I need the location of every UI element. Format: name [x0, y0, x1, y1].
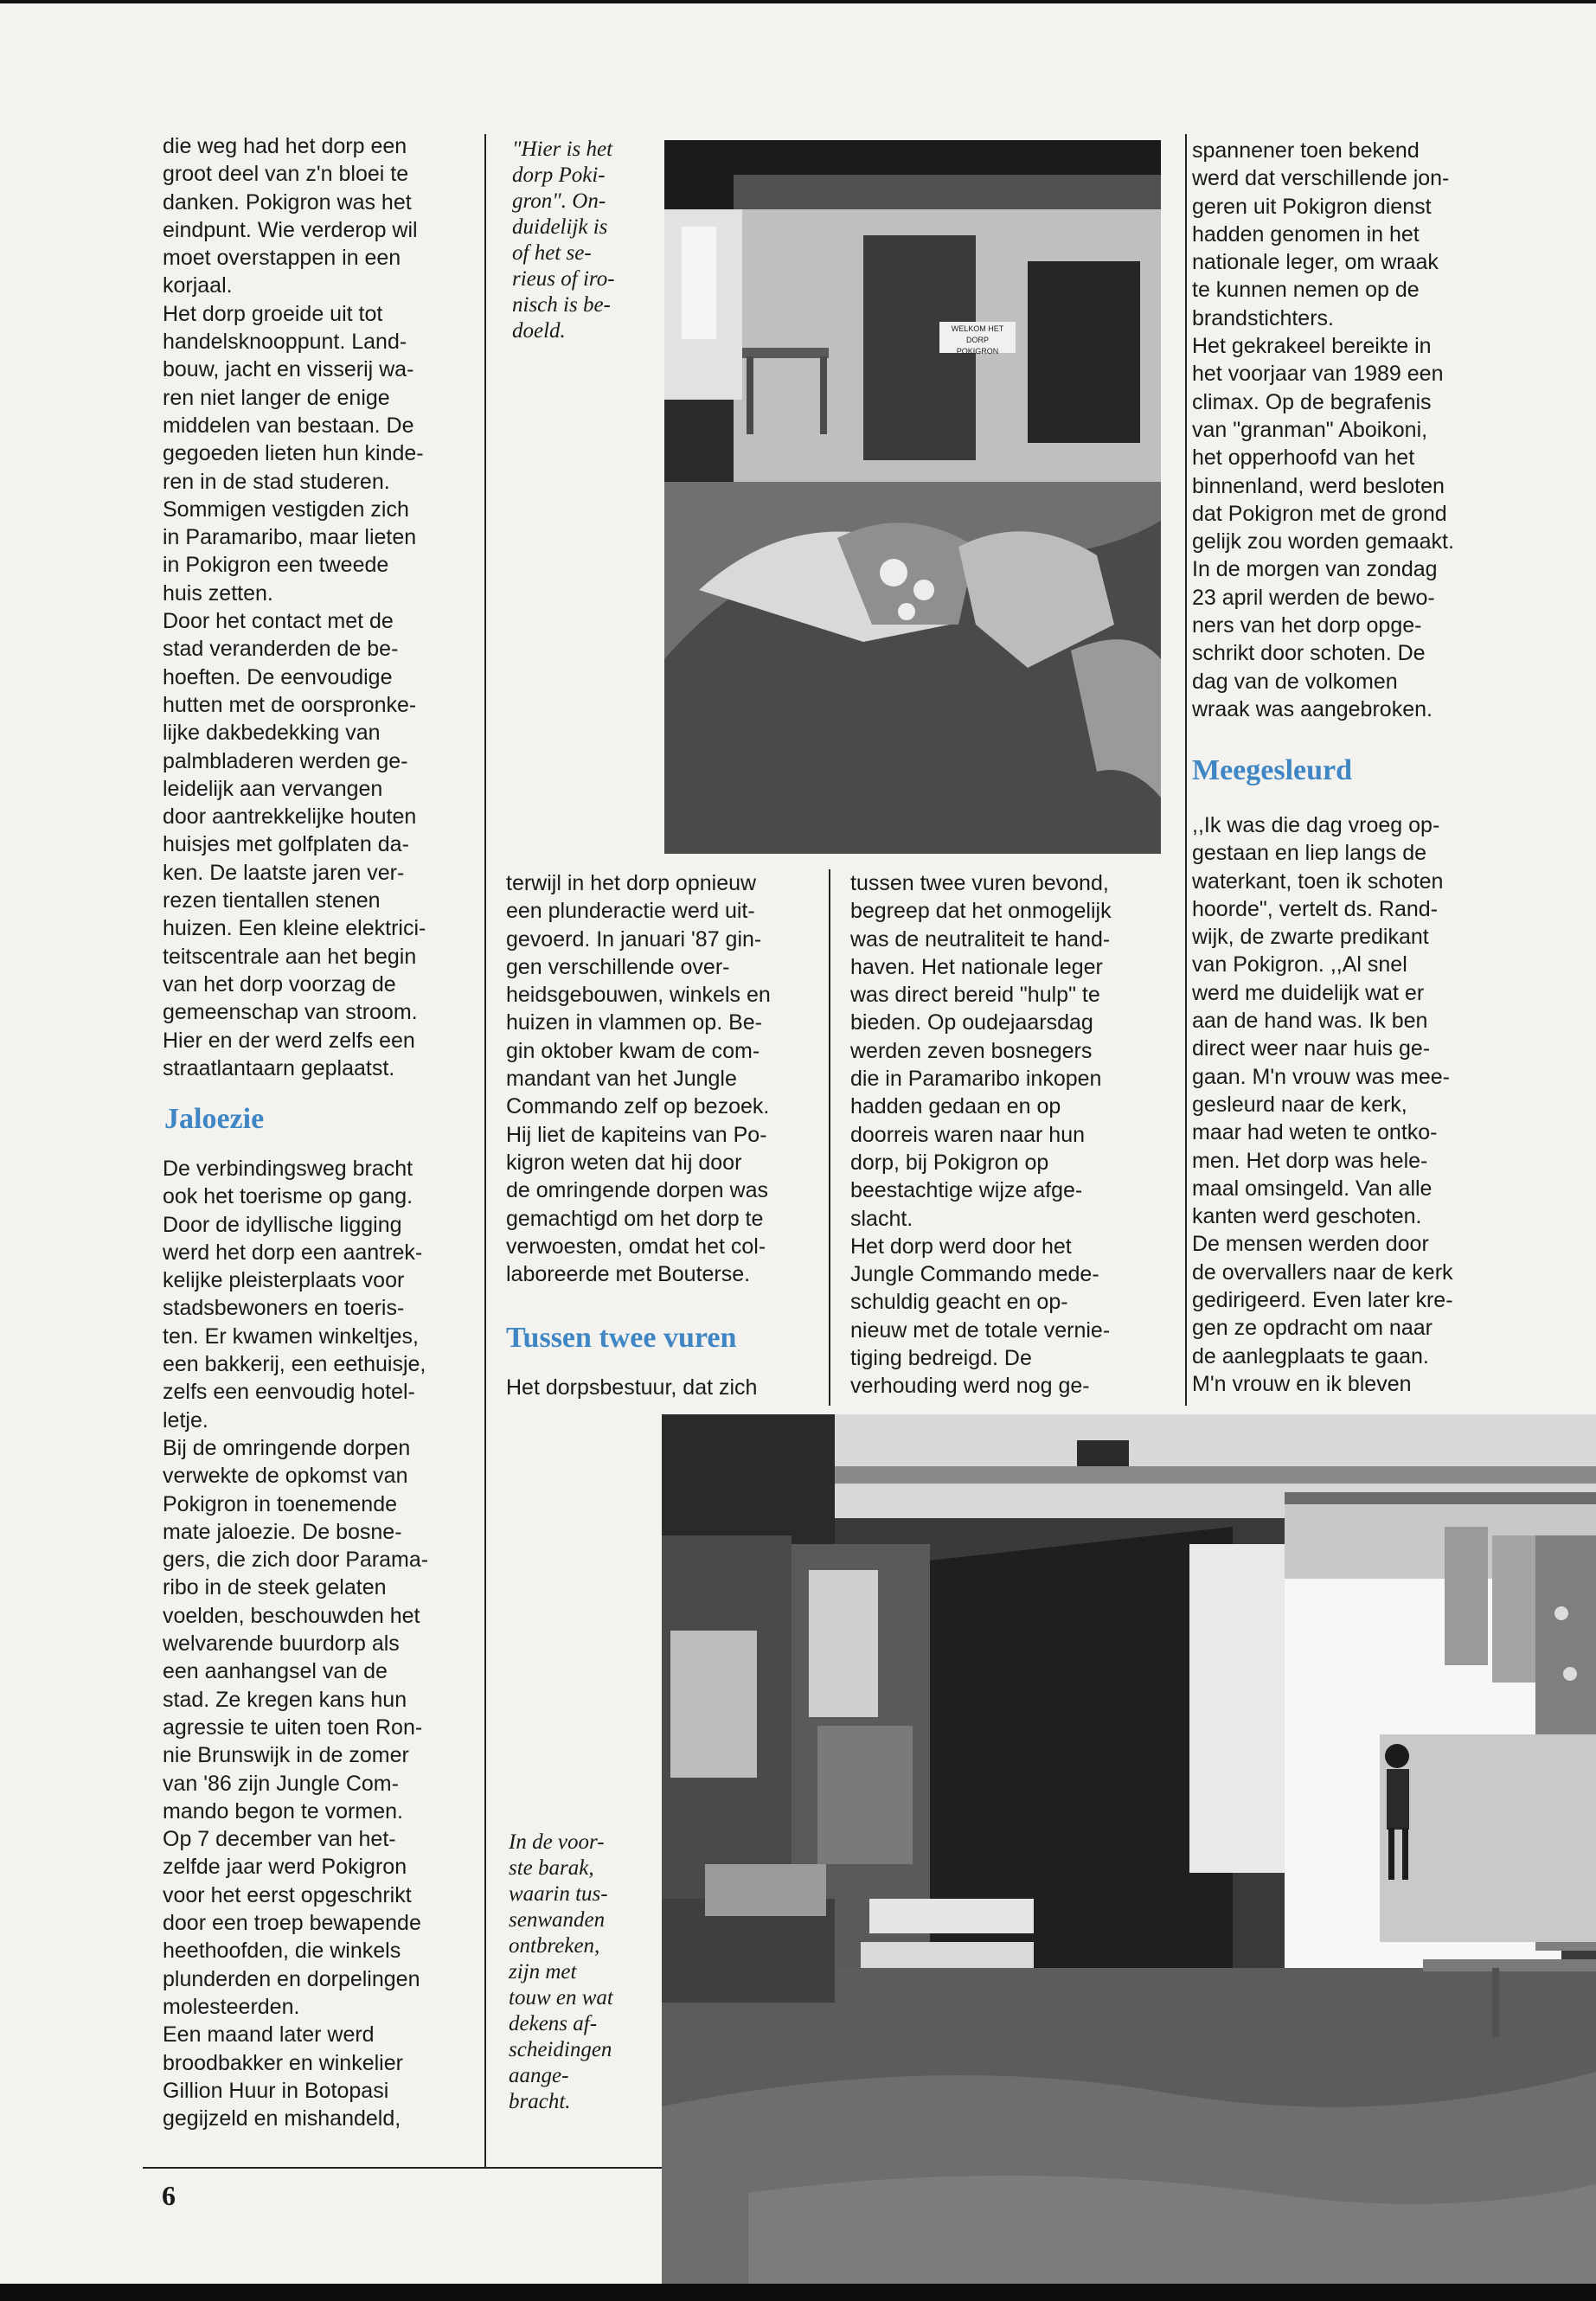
village-house-image [664, 140, 1161, 854]
column-4-top [1192, 137, 1495, 723]
column-2 [506, 869, 813, 1288]
village-sign-line1: WELKOM HET DORP [951, 324, 1004, 344]
village-sign [939, 324, 1016, 357]
column-3 [850, 869, 1162, 1400]
barrack-interior-image [662, 1414, 1596, 2284]
column-1-top [163, 132, 470, 1082]
heading-meegesleurd: Meegesleurd [1192, 754, 1353, 786]
column-4-text: spannener toen bekend werd dat verschillende jon- geren uit Pokigron dienst hadden genomen in het nationale leger, om wraak te kunnen nemen op de brandstichters. Het gekrakeel bereikte in het voorjaar van 1989 een climax. Op de begrafenis van "granman" Aboikoni, het opperhoofd van het binnenland, werd besloten dat Pokigron met de grond gelijk zou worden gemaakt. In de morgen van zondag 23 april werden de bewo- ners van het dorp opge- schrikt door schoten. De dag van de volkomen wraak was aangebroken. [1192, 138, 1454, 721]
heading-jaloezie: Jaloezie [164, 1103, 265, 1135]
column-2-text: terwijl in het dorp opnieuw een plunderactie werd uit- gevoerd. In januari '87 gin- gen verschillende over- heidsgebouwen, winkels en huizen in vlammen op. Be- gin oktober kwam de com- mandant van het Jungle Commando zelf op bezoek. Hij liet de kapiteins van Po- kigron weten dat hij door de omringende dorpen was gemachtigd om het dorp te verwoesten, omdat het col- laboreerde met Bouterse. [506, 871, 771, 1287]
heading-tussen-twee-vuren: Tussen twee vuren [506, 1322, 737, 1354]
column-1-bottom [163, 1155, 470, 2132]
column-2b-text: Het dorpsbestuur, dat zich [506, 1375, 758, 1400]
column-4-bottom [1192, 811, 1495, 1398]
barrack-interior-photo [662, 1414, 1596, 2284]
column-1-text: die weg had het dorp een groot deel van z'n bloei te danken. Pokigron was het eindpunt. Wie verderop wil moet overstappen in een korjaal. Het dorp groeide uit tot handelsknooppunt. Land- bouw, jacht en visserij wa- ren niet langer de enige middelen van bestaan. De gegoeden lieten hun kinde- ren in de stad studeren. Sommigen vestigden zich in Paramaribo, maar lieten in Pokigron een tweede huis zetten. Door het contact met de stad veranderden de be- hoeften. De eenvoudige hutten met de oorspronke- lijke dakbedekking van palmbladeren werden ge- leidelijk aan vervangen door aantrekkelijke houten huisjes met golfplaten da- ken. De laatste jaren ver- rezen tientallen stenen huizen. Een kleine elektrici- teitscentrale aan het begin van het dorp voorzag de gemeenschap van stroom. Hier en der werd zelfs een straatlantaarn geplaatst. [163, 134, 426, 1080]
village-sign-line2: POKIGRON [956, 347, 999, 356]
bottom-rule [143, 2167, 662, 2169]
column-1b-text: De verbindingsweg bracht ook het toerisme op gang. Door de idyllische ligging werd het dorp een aantrek- kelijke pleisterplaats voor stadsbewoners en toeris- ten. Er kwamen winkeltjes, een bakkerij, een eethuisje, zelfs een eenvoudig hotel- letje. Bij de omringende dorpen verwekte de opkomst van Pokigron in toenemende mate jaloezie. De bosne- gers, die zich door Parama- ribo in de steek gelaten voelden, beschouwden het welvarende buurdorp als een aanhangsel van de stad. Ze kregen kans hun agressie te uiten toen Ron- nie Brunswijk in de zomer van '86 zijn Jungle Com- mando begon te vormen. Op 7 december van het- zelfde jaar werd Pokigron voor het eerst opgeschrikt door een troep bewapende heethoofden, die winkels plunderden en dorpelingen molesteerden. Een maand later werd broodbakker en winkelier Gillion Huur in Botopasi gegijzeld en mishandeld, [163, 1157, 429, 2131]
page-number: 6 [162, 2180, 176, 2211]
column-3-text: tussen twee vuren bevond, begreep dat het onmogelijk was de neutraliteit te hand- haven. Het nationale leger was direct bereid "hulp" te bieden. Op oudejaarsdag werden zeven bosnegers die in Paramaribo inkopen hadden gedaan en op doorreis waren naar hun dorp, bij Pokigron op beestachtige wijze afge- slacht. Het dorp werd door het Jungle Commando mede- schuldig geacht en op- nieuw met de totale vernie- tiging bedreigd. De verhouding werd nog ge- [850, 871, 1112, 1399]
village-house-photo [664, 140, 1161, 854]
page-bottom-border [0, 2284, 1596, 2301]
column-rule-3 [1185, 134, 1187, 1406]
column-2-bottom [506, 1374, 813, 1401]
top-photo-caption: "Hier is het dorp Poki- gron". On- duidelijk is of het se- rieus of iro- nisch is be- doeld. [512, 138, 615, 343]
page-top-border [0, 0, 1596, 3]
column-4b-text: ,,Ik was die dag vroeg op- gestaan en liep langs de waterkant, toen ik schoten hoorde", vertelt ds. Rand- wijk, de zwarte predikant van Pokigron. ,,Al snel werd me duidelijk wat er aan de hand was. Ik ben direct weer naar huis ge- gaan. M'n vrouw was mee- gesleurd naar de kerk, maar had weten te ontko- men. Het dorp was hele- maal omsingeld. Van alle kanten werd geschoten. De mensen werden door de overvallers naar de kerk gedirigeerd. Even later kre- gen ze opdracht om naar de aanlegplaats te gaan. M'n vrouw en ik bleven [1192, 813, 1453, 1396]
bottom-photo-caption: In de voor- ste barak, waarin tus- senwanden ontbreken, zijn met touw en wat dekens af- scheidingen aange- bracht. [509, 1830, 613, 2113]
column-rule-2 [829, 869, 830, 1406]
column-rule-1 [484, 134, 486, 2167]
